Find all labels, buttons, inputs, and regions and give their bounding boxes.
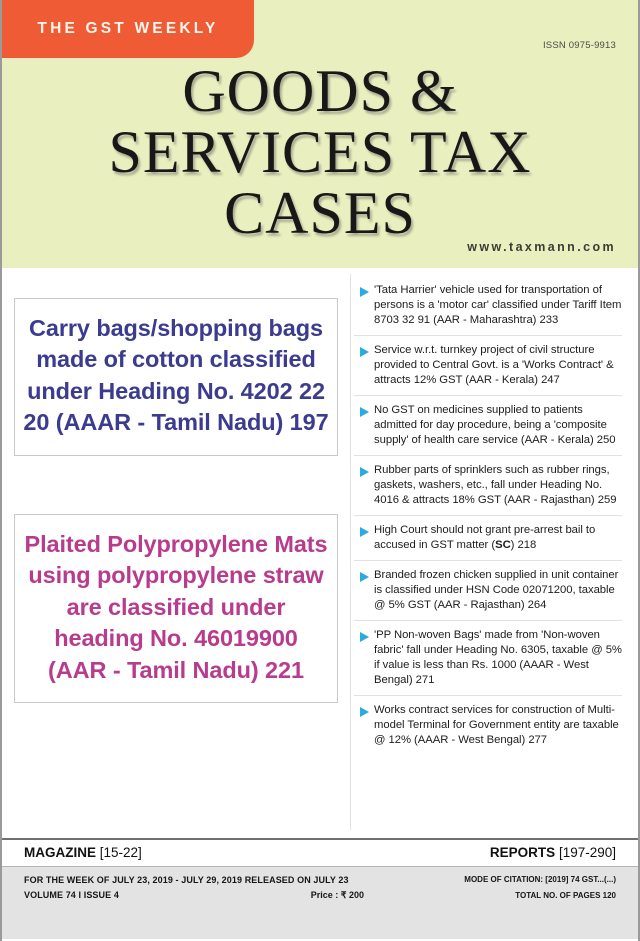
triangle-bullet-icon: [354, 283, 374, 297]
triangle-bullet-icon: [354, 343, 374, 357]
list-item-text: 'Tata Harrier' vehicle used for transportation of persons is a 'motor car' classified under Tariff Item 8703 32 91 (AAR - Maharashtra) 233: [374, 284, 622, 327]
magazine-title: [2, 58, 638, 246]
triangle-bullet-icon: [354, 703, 374, 717]
list-item[interactable]: [354, 561, 622, 621]
column-divider: [350, 274, 351, 830]
total-pages-line: TOTAL NO. OF PAGES 120: [515, 891, 616, 900]
weekly-banner-label: THE GST WEEKLY: [37, 20, 219, 37]
reports-range-group: [490, 845, 616, 860]
featured-headlines-column: [2, 268, 348, 838]
list-item[interactable]: [354, 336, 622, 396]
cover-content: [2, 268, 638, 838]
list-item-text: Service w.r.t. turnkey project of civil structure provided to Central Govt. is a 'Works Contract' & attracts 12% GST (AAR - Kerala) 247: [374, 344, 614, 387]
list-item[interactable]: [354, 696, 622, 755]
website-url[interactable]: www.taxmann.com: [467, 240, 616, 254]
mode-of-citation-line: MODE OF CITATION: [2019] 74 GST...(...): [464, 875, 616, 884]
magazine-page-range: [15-22]: [99, 845, 142, 860]
list-item-text: No GST on medicines supplied to patients admitted for day procedure, being a 'composite supply' of health care service (AAR - Kerala) 250: [374, 404, 616, 447]
list-item-text: Works contract services for construction of Multi-model Terminal for Government entity are taxable @ 12% (AAAR - West Bengal) 277: [374, 704, 619, 747]
list-item-text: 'PP Non-woven Bags' made from 'Non-woven fabric' fall under Heading No. 6305, taxable @ 5% if value is less than Rs. 1000 (AAAR - West Bengal) 271: [374, 629, 622, 687]
cover-footer: [2, 838, 638, 941]
triangle-bullet-icon: [354, 628, 374, 642]
list-item[interactable]: [354, 396, 622, 456]
price-line: Price : ₹ 200: [310, 890, 364, 900]
title-line-2: SERVICES TAX: [108, 118, 532, 185]
list-item[interactable]: [354, 456, 622, 516]
title-line-3: CASES: [224, 179, 416, 246]
list-item[interactable]: [354, 516, 622, 561]
reports-page-range: [197-290]: [558, 845, 616, 860]
triangle-bullet-icon: [354, 403, 374, 417]
featured-headline-2[interactable]: [14, 514, 338, 703]
masthead: [2, 0, 638, 268]
triangle-bullet-icon: [354, 523, 374, 537]
list-item[interactable]: [354, 621, 622, 696]
featured-headline-2-text: Plaited Polypropylene Mats using polypropylene straw are classified under heading No. 46019900 (AAR - Tamil Nadu) 221: [24, 530, 328, 683]
list-item[interactable]: [354, 276, 622, 336]
volume-issue-line: VOLUME 74 I ISSUE 4: [24, 890, 119, 900]
section-ranges-bar: [2, 840, 638, 867]
news-list-column: [348, 268, 638, 838]
issn-number: ISSN 0975-9913: [542, 40, 616, 51]
issue-details-left: [24, 875, 364, 939]
featured-headline-1-text: Carry bags/shopping bags made of cotton classified under Heading No. 4202 22 20 (AAAR - Tamil Nadu) 197: [23, 315, 329, 436]
triangle-bullet-icon: [354, 463, 374, 477]
volume-price-row: [24, 890, 364, 901]
list-item-text: Rubber parts of sprinklers such as rubber rings, gaskets, washers, etc., fall under Heading No. 4016 & attracts 18% GST (AAR - Rajasthan) 259: [374, 464, 617, 507]
magazine-range-group: [24, 845, 142, 860]
magazine-label: MAGAZINE: [24, 845, 96, 860]
weekly-banner: [2, 0, 254, 58]
list-item-text: Branded frozen chicken supplied in unit container is classified under HSN Code 02071200, taxable @ 5% GST (AAR - Rajasthan) 264: [374, 569, 619, 612]
featured-headline-1[interactable]: [14, 298, 338, 456]
triangle-bullet-icon: [354, 568, 374, 582]
issue-details-bar: [2, 867, 638, 939]
title-line-1: GOODS &: [182, 58, 458, 124]
reports-label: REPORTS: [489, 845, 556, 860]
list-item-text: High Court should not grant pre-arrest bail to accused in GST matter (SC) 218: [374, 524, 596, 552]
week-of-line: FOR THE WEEK OF JULY 23, 2019 - JULY 29, 2019 RELEASED ON JULY 23: [24, 875, 349, 885]
issue-details-right: [464, 875, 616, 939]
